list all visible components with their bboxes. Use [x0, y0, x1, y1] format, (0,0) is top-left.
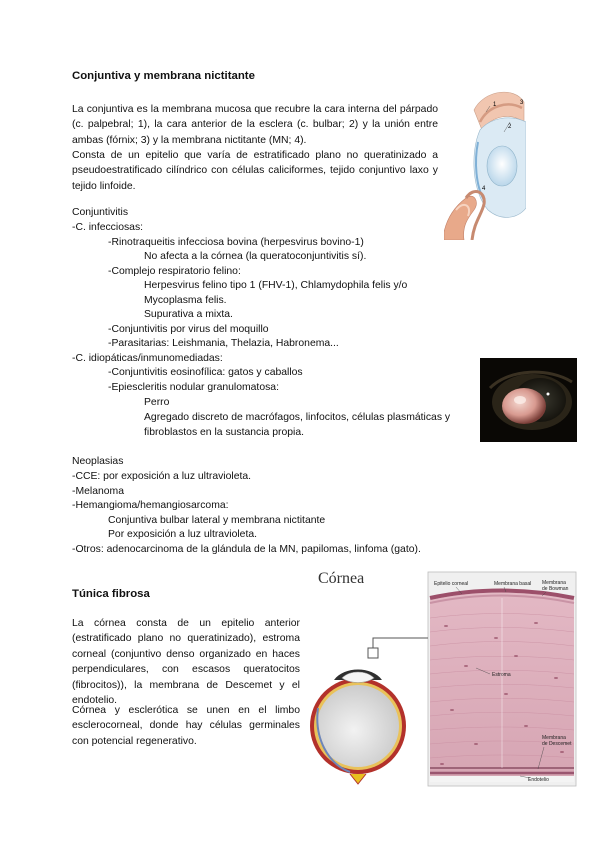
eye-nodule-photo [480, 358, 577, 442]
label-estroma: Estroma [492, 672, 511, 678]
list-item: fibroblastos en la sustancia propia. [144, 427, 304, 438]
neoplasias-heading: Neoplasias [72, 456, 124, 467]
label-bowman-1: Membrana [542, 580, 566, 586]
section-title-conjuntiva: Conjuntiva y membrana nictitante [72, 70, 255, 82]
list-item: No afecta a la córnea (la queratoconjuntivitis sí). [144, 251, 367, 262]
conjuntiva-paragraph-2: Consta de un epitelio que varía de estratificado plano no queratinizado a pseudoestratificado cilíndrico con células caliciformes, tejido conjuntivo laxo y tejido linfoide. [72, 150, 438, 192]
list-item: Por exposición a luz ultravioleta. [108, 529, 258, 540]
list-item: Supurativa a mixta. [144, 309, 233, 320]
list-item: Conjuntiva bulbar lateral y membrana nictitante [108, 515, 326, 526]
list-item: -Epiescleritis nodular granulomatosa: [108, 382, 279, 393]
cornea-figure-title: Córnea [318, 570, 365, 587]
list-item: -Otros: adenocarcinoma de la glándula de la MN, papilomas, linfoma (gato). [72, 544, 421, 555]
list-item: -C. infecciosas: [72, 222, 144, 233]
conjuntivitis-heading: Conjuntivitis [72, 207, 129, 218]
list-item: -Conjuntivitis eosinofílica: gatos y caballos [108, 367, 303, 378]
list-item: -C. idiopáticas/inmunomediadas: [72, 353, 223, 364]
list-item: -Parasitarias: Leishmania, Thelazia, Habronema... [108, 338, 339, 349]
list-item: Mycoplasma felis. [144, 295, 227, 306]
list-item: -Melanoma [72, 486, 124, 497]
label-descemet-1: Membrana [542, 735, 566, 741]
eyelid-label-3: 3 [520, 100, 524, 106]
tunica-paragraph-1: La córnea consta de un epitelio anterior (estratificado plano no queratinizado), estroma corneal (conjuntivo denso organizado en haces perpendiculares, con escasos queratocitos (fibrocitos)), la membrana de Descemet y el endotelio. [72, 618, 300, 707]
list-item: -Complejo respiratorio felino: [108, 266, 241, 277]
section-title-tunica-fibrosa: Túnica fibrosa [72, 588, 150, 600]
label-epitelio-corneal: Epitelio corneal [434, 581, 469, 587]
list-item: Agregado discreto de macrófagos, linfocitos, células plasmáticas y [144, 412, 451, 423]
tunica-paragraph-2: Córnea y esclerótica se unen en el limbo esclerocorneal, donde hay células germinales con potencial regenerativo. [72, 705, 300, 747]
label-descemet-2: de Descemet [542, 741, 572, 747]
list-item: -Hemangioma/hemangiosarcoma: [72, 500, 229, 511]
label-endotelio: Endotelio [528, 777, 549, 783]
list-item: -Rinotraqueitis infecciosa bovina (herpesvirus bovino-1) [108, 237, 364, 248]
eyelid-label-1: 1 [493, 102, 497, 108]
label-bowman-2: de Bowman [542, 586, 569, 592]
label-membrana-basal: Membrana basal [494, 581, 532, 587]
list-item: -Conjuntivitis por virus del moquillo [108, 324, 269, 335]
list-item: -CCE: por exposición a luz ultravioleta. [72, 471, 252, 482]
eyelid-label-2: 2 [508, 124, 512, 130]
list-item: Herpesvirus felino tipo 1 (FHV-1), Chlamydophila felis y/o [144, 280, 408, 291]
cornea-histology-illustration [306, 568, 578, 790]
conjuntiva-paragraph-1: La conjuntiva es la membrana mucosa que recubre la cara interna del párpado (c. palpebral; 1), la cara anterior de la esclera (c. bulbar; 2) y la unión entre ambas (fórnix; 3) y la membrana nictitante (MN; 4). [72, 104, 438, 146]
list-item: Perro [144, 397, 170, 408]
eyelid-label-4: 4 [482, 186, 486, 192]
eyelid-conjunctiva-illustration [444, 82, 526, 240]
